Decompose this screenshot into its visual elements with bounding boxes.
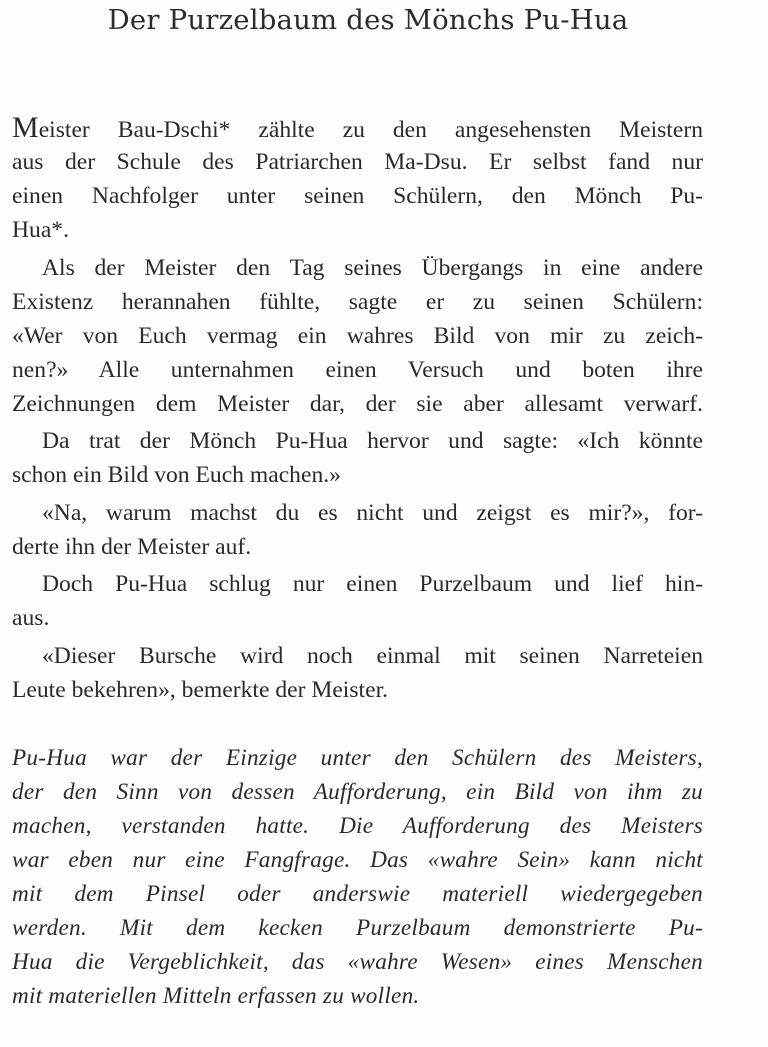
story-line: Zeichnungen dem Meister dar, der sie aber allesamt verwarf. bbox=[12, 391, 703, 417]
story-line: Da trat der Mönch Pu-Hua hervor und sagte: «Ich könnte bbox=[42, 428, 703, 454]
commentary-line: mit materiellen Mitteln erfassen zu wollen. bbox=[12, 983, 420, 1009]
story-line: Hua*. bbox=[12, 217, 70, 243]
story-line: Meister Bau-Dschi* zählte zu den angesehensten Meistern bbox=[12, 111, 703, 144]
story-line: Als der Meister den Tag seines Übergangs in eine andere bbox=[42, 255, 703, 281]
story-line: «Dieser Bursche wird noch einmal mit seinen Narreteien bbox=[42, 643, 703, 669]
commentary-line: werden. Mit dem kecken Purzelbaum demonstrierte Pu- bbox=[12, 915, 703, 941]
commentary-line: Pu-Hua war der Einzige unter den Schülern des Meisters, bbox=[12, 745, 703, 771]
story-line: «Na, warum machst du es nicht und zeigst es mir?», for- bbox=[42, 500, 703, 526]
story-line: Leute bekehren», bemerkte der Meister. bbox=[12, 677, 389, 703]
story-line: Doch Pu-Hua schlug nur einen Purzelbaum und lief hin- bbox=[42, 571, 703, 597]
story-line: schon ein Bild von Euch machen.» bbox=[12, 462, 341, 488]
story-line: aus der Schule des Patriarchen Ma-Dsu. Er selbst fand nur bbox=[12, 149, 703, 175]
commentary-line: machen, verstanden hatte. Die Aufforderung des Meisters bbox=[12, 813, 703, 839]
story-line: derte ihn der Meister auf. bbox=[12, 534, 252, 560]
commentary-line: Hua die Vergeblichkeit, das «wahre Wesen» eines Menschen bbox=[12, 949, 703, 975]
commentary-line: war eben nur eine Fangfrage. Das «wahre Sein» kann nicht bbox=[12, 847, 703, 873]
story-line: nen?» Alle unternahmen einen Versuch und boten ihre bbox=[12, 357, 703, 383]
story-line: aus. bbox=[12, 605, 50, 631]
commentary-line: der den Sinn von dessen Aufforderung, ein Bild von ihm zu bbox=[12, 779, 703, 805]
story-line: Existenz herannahen fühlte, sagte er zu seinen Schülern: bbox=[12, 289, 703, 315]
commentary-line: mit dem Pinsel oder anderswie materiell wiedergegeben bbox=[12, 881, 703, 907]
chapter-title: Der Purzelbaum des Mönchs Pu-Hua bbox=[107, 4, 629, 36]
story-line: einen Nachfolger unter seinen Schülern, den Mönch Pu- bbox=[12, 183, 703, 209]
story-line: «Wer von Euch vermag ein wahres Bild von mir zu zeich- bbox=[12, 323, 703, 349]
